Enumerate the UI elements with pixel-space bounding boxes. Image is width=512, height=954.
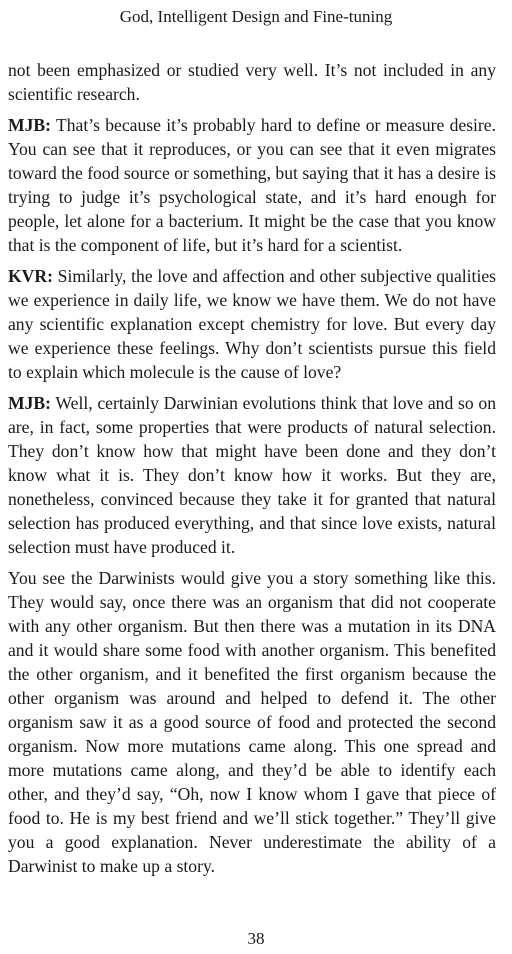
paragraph-text: That’s because it’s probably hard to define or measure desire. You can see that it reproduces, or you can see that it even migrates toward the food source or something, but saying that it has a desire is trying to judge it’s psychological state, and it’s hard enough for people, let alone for a bacterium. It might be the case that you know that is the component of life, but it’s hard for a scientist. <box>8 115 496 255</box>
page-number: 38 <box>247 929 265 948</box>
paragraph-text: Well, certainly Darwinian evolutions think that love and so on are, in fact, some properties that were products of natural selection. They don’t know how that might have been done and they don’t know what it is. They don’t know how it works. But they are, nonetheless, convinced because they take it for granted that natural selection has produced everything, and that since love exists, natural selection must have produced it. <box>8 393 496 557</box>
speaker-label: KVR: <box>8 266 53 286</box>
paragraph <box>8 391 496 559</box>
running-head: God, Intelligent Design and Fine-tuning <box>119 7 393 26</box>
paragraph <box>8 264 496 384</box>
paragraph <box>8 58 496 106</box>
paragraph <box>8 566 496 878</box>
speaker-label: MJB: <box>8 393 51 413</box>
paragraph <box>8 113 496 257</box>
page-body <box>8 58 496 885</box>
paragraph-text: not been emphasized or studied very well. It’s not included in any scientific research. <box>8 60 496 104</box>
paragraph-text: Similarly, the love and affection and other subjective qualities we experience in daily life, we know we have them. We do not have any scientific explanation except chemistry for love. But every day we experience these feelings. Why don’t scientists pursue this field to explain which molecule is the cause of love? <box>8 266 496 382</box>
speaker-label: MJB: <box>8 115 51 135</box>
paragraph-text: You see the Darwinists would give you a story something like this. They would say, once there was an organism that did not cooperate with any other organism. But then there was a mutation in its DNA and it would share some food with another organism. This benefited the other organism, and it benefited the first organism because the other organism was around and helped to defend it. The other organism saw it as a good source of food and protected the second organism. Now more mutations came along. This one spread and more mutations came along, and they’d be able to identify each other, and they’d say, “Oh, now I know whom I gave that piece of food to. He is my best friend and we’ll stick together.” They’ll give you a good explanation. Never underestimate the ability of a Darwinist to make up a story. <box>8 568 496 876</box>
